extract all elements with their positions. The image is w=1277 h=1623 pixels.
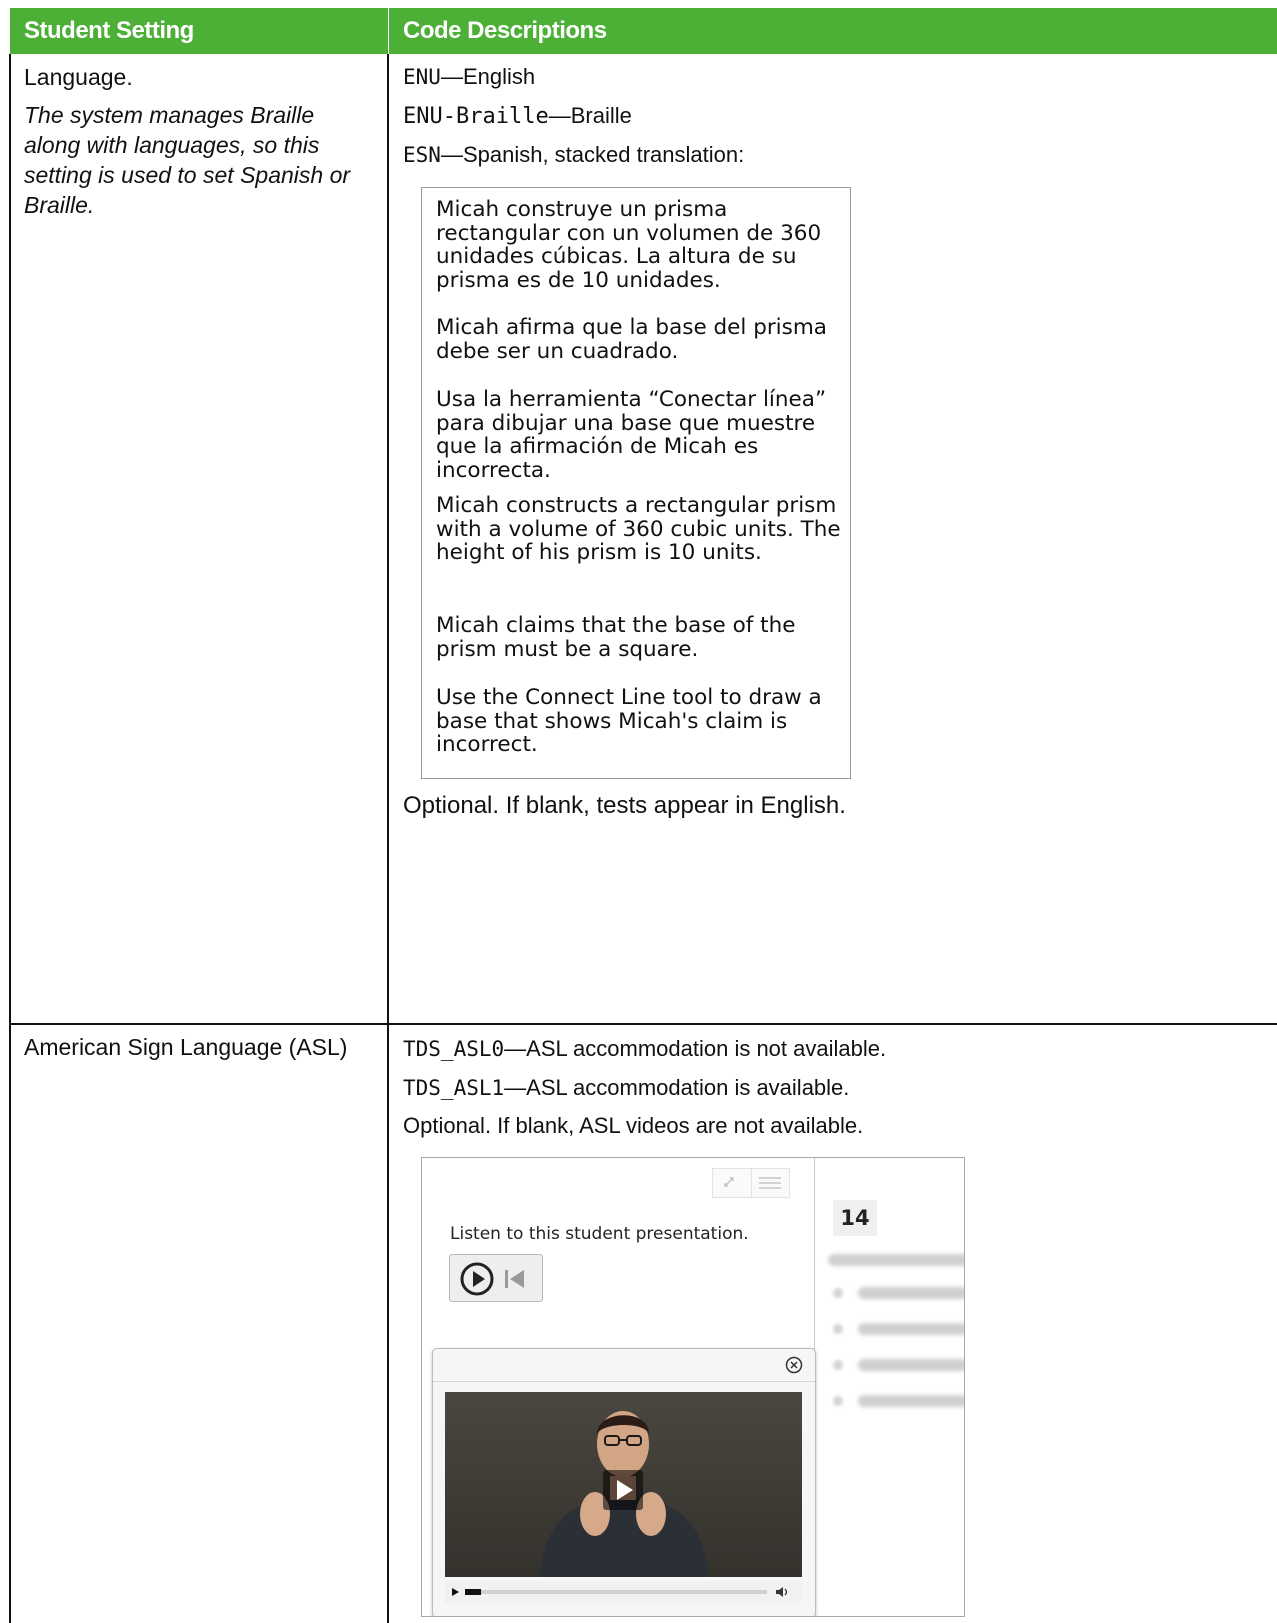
blurred-option <box>858 1323 965 1335</box>
code-description: —English <box>440 64 536 89</box>
code-description: —ASL accommodation is available. <box>504 1075 850 1100</box>
sample-paragraph: Micah construye un prisma rectangular con un volumen de 360 unidades cúbicas. La altura de su prisma es de 10 unidades. <box>436 197 822 293</box>
asl-video-popup <box>432 1348 816 1617</box>
close-icon[interactable] <box>785 1356 803 1374</box>
code-value: TDS_ASL0 <box>403 1037 505 1061</box>
code-value: ENU <box>403 65 441 89</box>
code-value: ESN <box>403 143 441 167</box>
header-student-setting: Student Setting <box>10 8 388 54</box>
stacked-translation-sample <box>421 187 851 779</box>
table-left-border <box>9 54 11 1623</box>
sample-paragraph: Use the Connect Line tool to draw a base that shows Micah's claim is incorrect. <box>436 685 822 757</box>
setting-language-note: The system manages Braille along with languages, so this setting is used to set Spanish or Braille. <box>24 102 351 218</box>
code-item <box>403 63 535 91</box>
expand-icon[interactable] <box>721 1174 739 1190</box>
blurred-option-marker <box>833 1324 843 1334</box>
code-value: ENU-Braille <box>403 104 549 129</box>
skip-back-icon[interactable] <box>502 1266 528 1292</box>
sample-paragraph: Micah afirma que la base del prisma debe ser un cuadrado. <box>436 315 827 364</box>
audio-player[interactable] <box>449 1254 543 1302</box>
code-item <box>403 1074 849 1102</box>
code-value: TDS_ASL1 <box>403 1076 505 1100</box>
item-tools <box>712 1168 790 1198</box>
sample-paragraph: Micah claims that the base of the prism must be a square. <box>436 613 796 662</box>
setting-asl: American Sign Language (ASL) <box>24 1034 348 1060</box>
question-number: 14 <box>833 1200 877 1236</box>
asl-video-screenshot <box>421 1157 965 1617</box>
blurred-option-marker <box>833 1360 843 1370</box>
blurred-option <box>858 1395 965 1407</box>
optional-note-asl: Optional. If blank, ASL videos are not available. <box>403 1113 864 1138</box>
blurred-option <box>858 1359 965 1371</box>
sample-paragraph: Usa la herramienta “Conectar línea” para dibujar una base que muestre que la afirmación de Micah es incorrecta. <box>436 387 827 483</box>
video-progress-fill <box>465 1589 481 1595</box>
table-column-divider <box>387 54 389 1623</box>
code-description: —Braille <box>548 103 632 128</box>
video-controls <box>445 1581 802 1603</box>
code-description: —Spanish, stacked translation: <box>440 142 745 167</box>
volume-icon[interactable] <box>775 1586 791 1598</box>
header-code-descriptions: Code Descriptions <box>389 8 1277 54</box>
blurred-option <box>858 1287 965 1299</box>
code-item <box>403 102 632 131</box>
setting-language: Language. <box>24 64 133 90</box>
video-progress-track[interactable] <box>465 1590 767 1594</box>
code-description: —ASL accommodation is not available. <box>504 1036 887 1061</box>
code-item <box>403 141 744 169</box>
video-play-icon[interactable] <box>603 1470 643 1510</box>
menu-icon[interactable] <box>757 1175 783 1191</box>
blurred-option-marker <box>833 1396 843 1406</box>
blurred-option-marker <box>833 1288 843 1298</box>
asl-video[interactable] <box>445 1392 802 1577</box>
sample-paragraph: Micah constructs a rectangular prism with a volume of 360 cubic units. The height of his prism is 10 units. <box>436 493 841 565</box>
optional-note-language: Optional. If blank, tests appear in English. <box>403 792 846 819</box>
play-icon[interactable] <box>459 1261 495 1297</box>
blurred-question-stem <box>828 1254 965 1266</box>
table-row-divider <box>9 1023 1277 1025</box>
play-icon[interactable] <box>450 1587 460 1597</box>
code-item <box>403 1035 886 1063</box>
listen-prompt: Listen to this student presentation. <box>450 1224 749 1244</box>
